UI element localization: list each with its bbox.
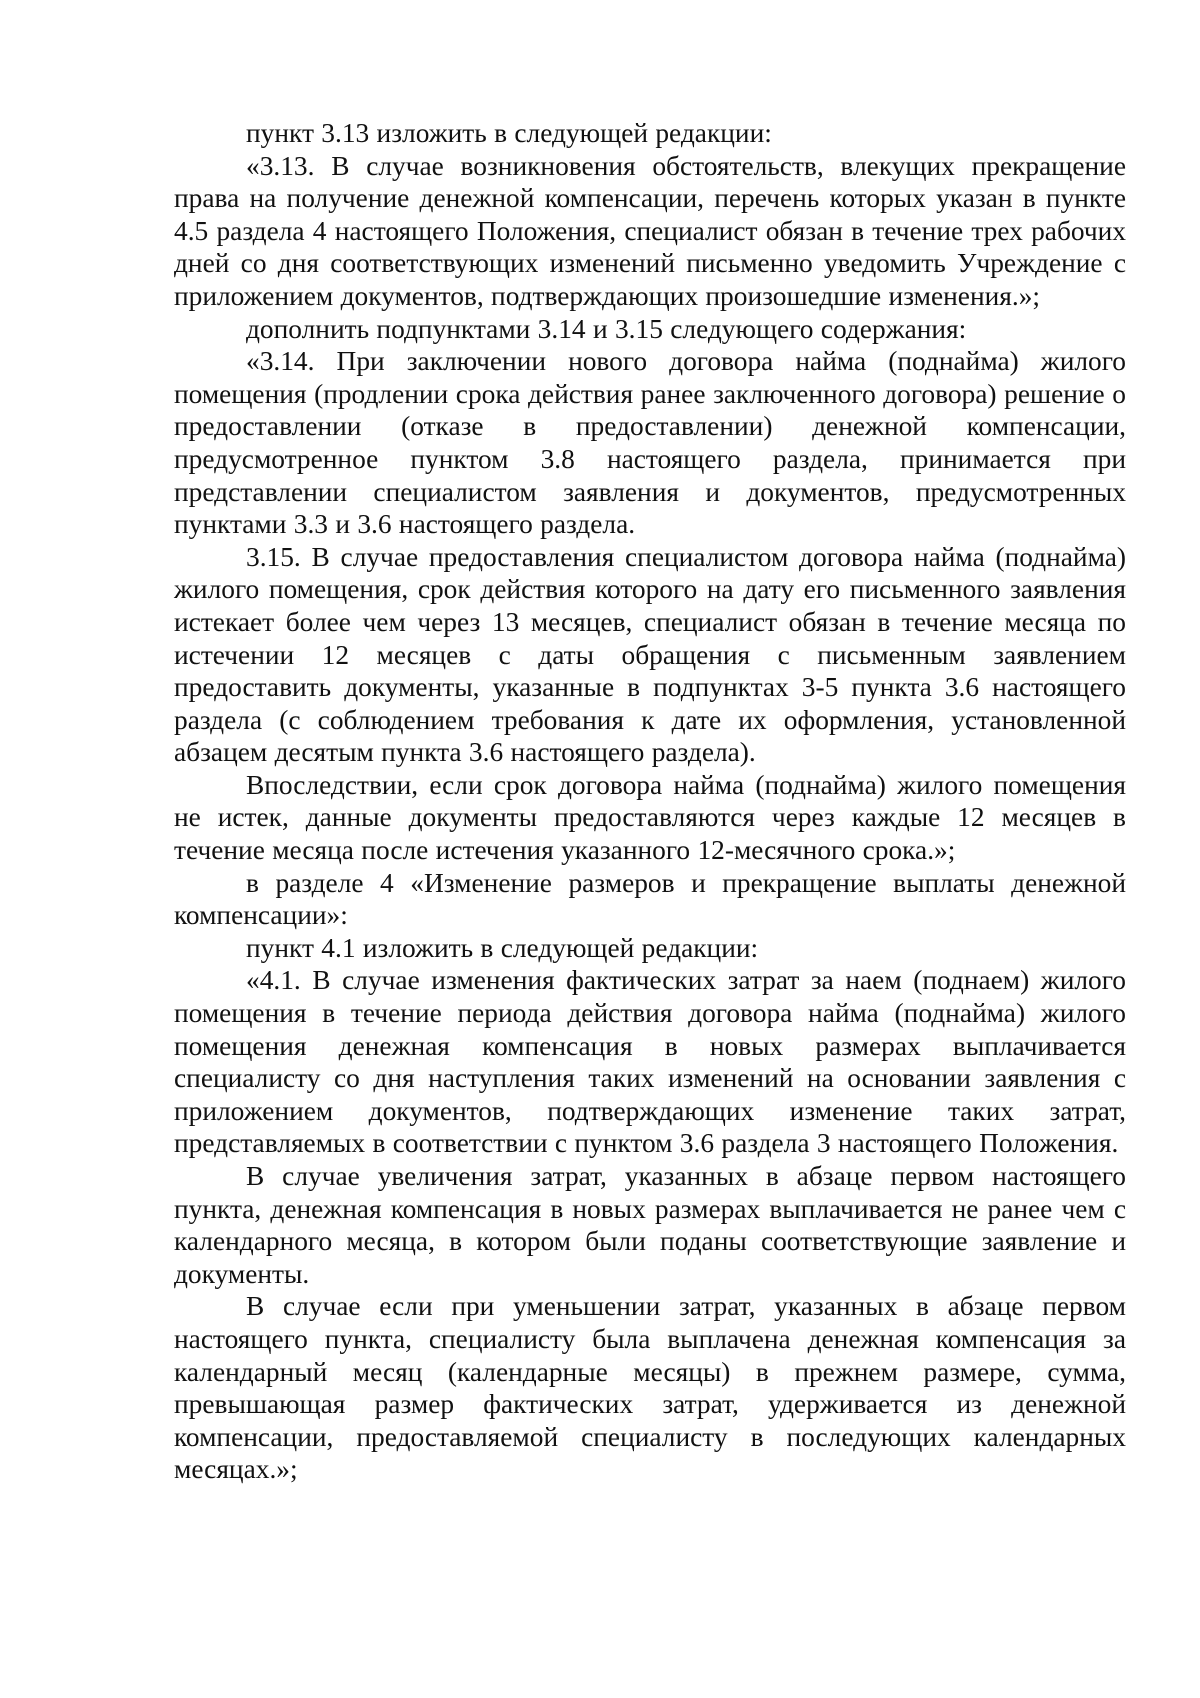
paragraph-3-14-text: «3.14. При заключении нового договора найма (поднайма) жилого помещения (продлении срока действия ранее заключенного договора) решение о предоставлении (отказе в предоставлении) денежной компенсации, предусмотренное пунктом 3.8 настоящего раздела, принимается при представлении специалистом заявления и документов, предусмотренных пунктами 3.3 и 3.6 настоящего раздела.	[174, 346, 1126, 540]
paragraph-3-13-text: «3.13. В случае возникновения обстоятельств, влекущих прекращение права на получение денежной компенсации, перечень которых указан в пункте 4.5 раздела 4 настоящего Положения, специалист обязан в течение трех рабочих дней со дня соответствующих изменений письменно уведомить Учреждение с приложением документов, подтверждающих произошедшие изменения.»;	[174, 150, 1126, 311]
paragraph-add-3-14-3-15: дополнить подпунктами 3.14 и 3.15 следующего содержания:	[246, 313, 967, 344]
paragraph-3-15-text: 3.15. В случае предоставления специалистом договора найма (поднайма) жилого помещения, срок действия которого на дату его письменного заявления истекает более чем через 13 месяцев, специалист обязан в течение месяца по истечении 12 месяцев с даты обращения с письменным заявлением предоставить документы, указанные в подпунктах 3-5 пункта 3.6 настоящего раздела (с соблюдением требования к дате их оформления, установленной абзацем десятым пункта 3.6 настоящего раздела).	[174, 541, 1126, 768]
paragraph-section-4: в разделе 4 «Изменение размеров и прекращение выплаты денежной компенсации»:	[174, 867, 1126, 931]
document-body	[174, 117, 1126, 1486]
paragraph-subsequently: Впоследствии, если срок договора найма (поднайма) жилого помещения не истек, данные документы предоставляются через каждые 12 месяцев в течение месяца после истечения указанного 12-месячного срока.»;	[174, 769, 1126, 866]
paragraph-amend-3-13: пункт 3.13 изложить в следующей редакции:	[246, 118, 772, 148]
paragraph-amend-4-1: пункт 4.1 изложить в следующей редакции:	[246, 932, 759, 963]
paragraph-4-1-text: «4.1. В случае изменения фактических затрат за наем (поднаем) жилого помещения в течение периода действия договора найма (поднайма) жилого помещения денежная компенсация в новых размерах выплачивается специалисту со дня наступления таких изменений на основании заявления с приложением документов, подтверждающих изменение таких затрат, представляемых в соответствии с пунктом 3.6 раздела 3 настоящего Положения.	[174, 965, 1126, 1159]
paragraph-decrease-costs: В случае если при уменьшении затрат, указанных в абзаце первом настоящего пункта, специалисту была выплачена денежная компенсация за календарный месяц (календарные месяцы) в прежнем размере, сумма, превышающая размер фактических затрат, удерживается из денежной компенсации, предоставляемой специалисту в последующих календарных месяцах.»;	[174, 1291, 1126, 1485]
paragraph-increase-costs: В случае увеличения затрат, указанных в абзаце первом настоящего пункта, денежная компенсация в новых размерах выплачивается не ранее чем с календарного месяца, в котором были поданы соответствующие заявление и документы.	[174, 1161, 1126, 1289]
